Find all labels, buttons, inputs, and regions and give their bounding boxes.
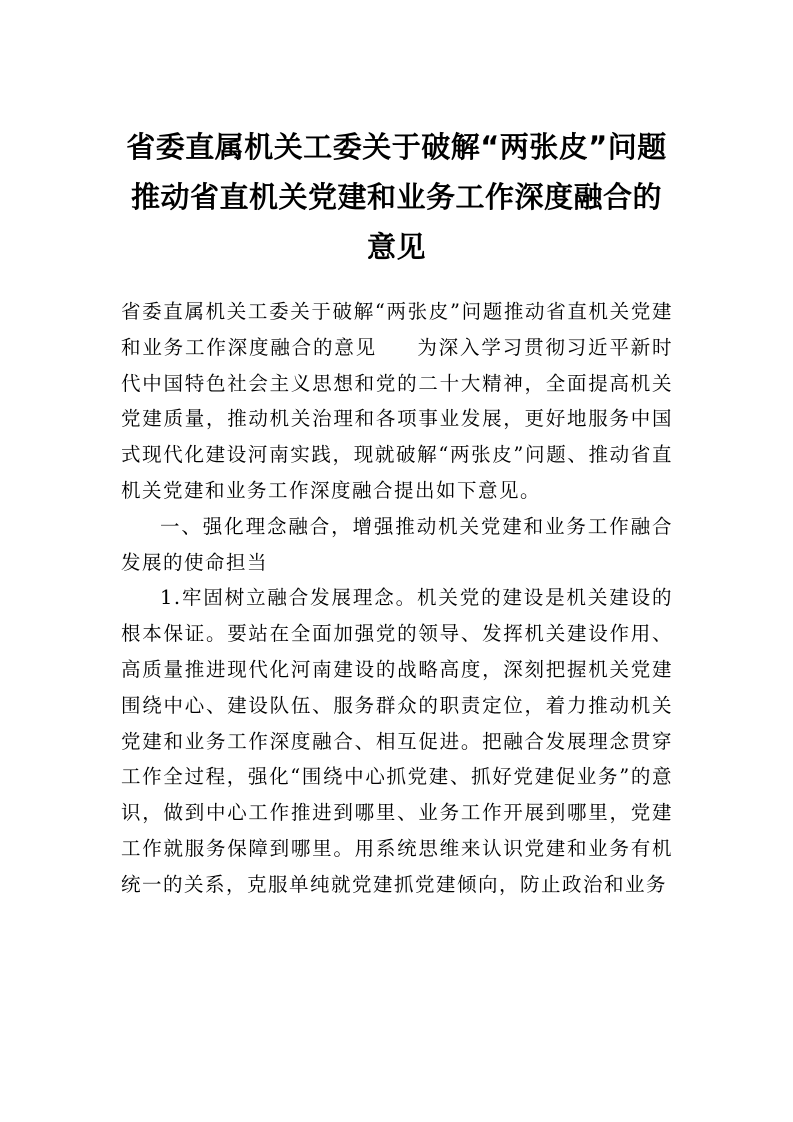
document-title — [110, 122, 683, 272]
document-body — [121, 294, 673, 903]
intro-heading: 省委直属机关工委关于破解“两张皮”问题推动省直机关党建和业务工作深度融合的意见 — [121, 300, 673, 359]
title-line-1: 省委直属机关工委关于破解“两张皮”问题 — [126, 130, 667, 164]
title-line-3: 意见 — [366, 230, 426, 264]
title-line-2: 推动省直机关党建和业务工作深度融合的 — [130, 180, 662, 214]
item-1-paragraph: 1.牢固树立融合发展理念。机关党的建设是机关建设的根本保证。要站在全面加强党的领导、发挥机关建设作用、高质量推进现代化河南建设的战略高度，深刻把握机关党建围绕中心、建设队伍、服务群众的职责定位，着力推动机关党建和业务工作深度融合、相互促进。把融合发展理念贯穿工作全过程，强化“围绕中心抓党建、抓好党建促业务”的意识，做到中心工作推进到哪里、业务工作开展到哪里，党建工作就服务保障到哪里。用系统思维来认识党建和业务有机统一的关系，克服单纯就党建抓党建倾向，防止政治和业务 — [121, 586, 673, 896]
intro-body: 为深入学习贯彻习近平新时代中国特色社会主义思想和党的二十大精神，全面提高机关党建质量，推动机关治理和各项事业发展，更好地服务中国式现代化建设河南实践，现就破解“两张皮”问题、推动省直机关党建和业务工作深度融合提出如下意见。 — [121, 335, 673, 502]
intro-paragraph — [121, 294, 673, 509]
section-1-heading: 一、强化理念融合，增强推动机关党建和业务工作融合发展的使命担当 — [121, 514, 673, 574]
